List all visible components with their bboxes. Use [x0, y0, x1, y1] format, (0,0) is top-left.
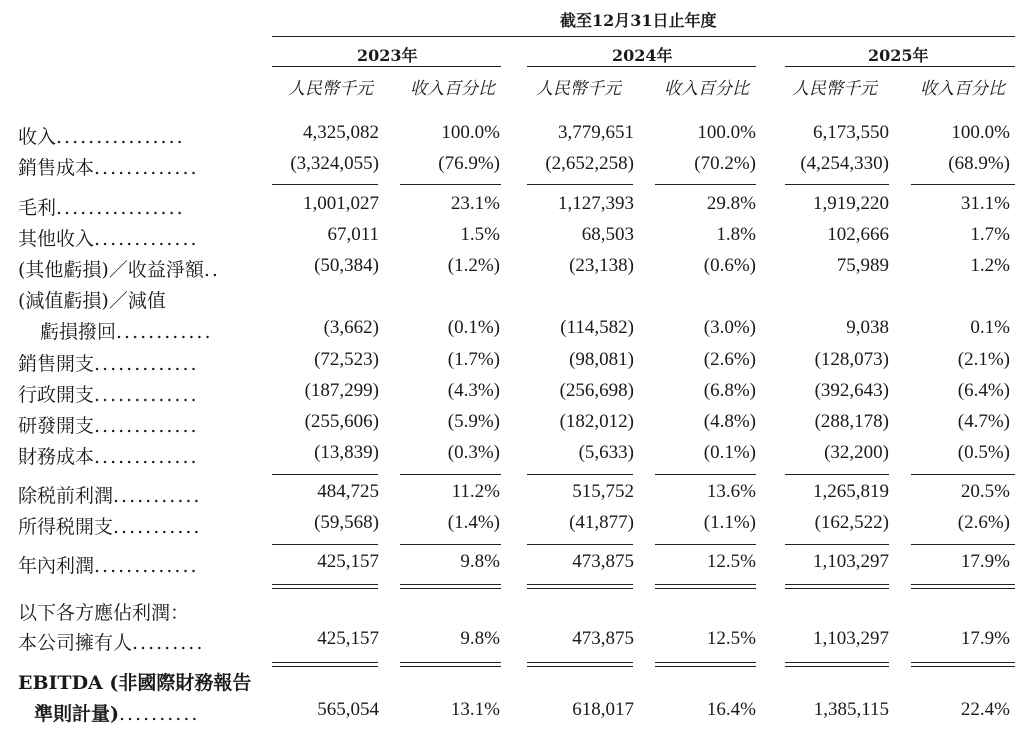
amount-cell: (50,384) [314, 255, 379, 276]
subtotal-rule [911, 474, 1015, 475]
percent-cell: 100.0% [951, 122, 1010, 143]
row-label [18, 193, 185, 220]
row-label [18, 551, 199, 578]
unit-percent-2025: 收入百分比 [920, 79, 1005, 99]
amount-cell: (256,698) [559, 380, 634, 401]
amount-cell: (128,073) [814, 349, 889, 370]
percent-cell: 13.6% [706, 481, 756, 502]
amount-cell: (59,568) [314, 512, 379, 533]
subtotal-rule [272, 184, 378, 185]
percent-cell: (2.6%) [957, 512, 1010, 533]
total-double-rule [911, 584, 1015, 589]
amount-cell: 1,265,819 [813, 481, 889, 502]
header-rule [272, 36, 1015, 37]
row-label-text: 銷售成本 [18, 157, 95, 179]
amount-cell: 75,989 [836, 255, 889, 276]
unit-amount-2025: 人民幣千元 [792, 79, 877, 99]
amount-cell: 618,017 [572, 699, 634, 720]
percent-cell: 1.2% [970, 255, 1010, 276]
amount-cell: (3,324,055) [290, 153, 379, 174]
row-label [18, 512, 201, 539]
row-label-text: 其他收入 [18, 228, 95, 250]
row-leader-dots: ................ [56, 197, 185, 219]
amount-cell: (98,081) [569, 349, 634, 370]
total-double-rule [655, 584, 756, 589]
row-label-text: EBITDA (非國際財務報告 [18, 672, 252, 694]
amount-cell: 1,127,393 [558, 193, 634, 214]
amount-cell: 473,875 [572, 628, 634, 649]
percent-cell: (0.6%) [703, 255, 756, 276]
percent-cell: 0.1% [970, 317, 1010, 338]
row-leader-dots: ............. [94, 415, 199, 437]
percent-cell: (68.9%) [948, 153, 1010, 174]
subtotal-rule [785, 474, 889, 475]
total-double-rule [785, 584, 889, 589]
percent-cell: 1.8% [716, 224, 756, 245]
percent-cell: 17.9% [960, 551, 1010, 572]
total-double-rule [911, 662, 1015, 667]
row-label-text: (其他虧損)／收益淨額 [18, 259, 204, 281]
row-label-text: 年內利潤 [18, 555, 95, 577]
percent-cell: (6.8%) [703, 380, 756, 401]
percent-cell: 11.2% [451, 481, 500, 502]
subtotal-rule [400, 474, 501, 475]
percent-cell: 22.4% [960, 699, 1010, 720]
amount-cell: 67,011 [327, 224, 379, 245]
row-label-text: 財務成本 [18, 446, 95, 468]
percent-cell: 1.5% [460, 224, 500, 245]
year-2023-rule [272, 66, 501, 67]
amount-cell: (288,178) [814, 411, 889, 432]
percent-cell: 100.0% [441, 122, 500, 143]
percent-cell: (4.3%) [447, 380, 500, 401]
year-2025-header: 2025年 [868, 46, 929, 65]
row-leader-dots: ............. [94, 353, 199, 375]
amount-cell: 1,103,297 [813, 628, 889, 649]
unit-amount-2023: 人民幣千元 [288, 79, 373, 99]
amount-cell: 1,103,297 [813, 551, 889, 572]
row-label-text: 所得税開支 [18, 516, 114, 538]
percent-cell: (76.9%) [438, 153, 500, 174]
row-label-text: 銷售開支 [18, 353, 95, 375]
row-label [18, 380, 199, 407]
amount-cell: (187,299) [304, 380, 379, 401]
row-label [18, 224, 199, 251]
percent-cell: (1.1%) [703, 512, 756, 533]
amount-cell: 1,001,027 [303, 193, 379, 214]
amount-cell: 68,503 [581, 224, 634, 245]
row-label [18, 286, 166, 313]
percent-cell: (2.1%) [957, 349, 1010, 370]
row-leader-dots: ............. [94, 228, 199, 250]
row-label-text: 準則計量) [34, 703, 119, 725]
percent-cell: 20.5% [960, 481, 1010, 502]
amount-cell: 473,875 [572, 551, 634, 572]
amount-cell: (114,582) [560, 317, 634, 338]
row-label [40, 317, 213, 344]
subtotal-rule [655, 184, 756, 185]
row-label [18, 628, 204, 655]
amount-cell: 425,157 [317, 628, 379, 649]
subtotal-rule [272, 544, 378, 545]
subtotal-rule [655, 544, 756, 545]
row-label-text: 行政開支 [18, 384, 95, 406]
percent-cell: (70.2%) [694, 153, 756, 174]
amount-cell: 102,666 [827, 224, 889, 245]
row-label [18, 442, 199, 469]
subtotal-rule [785, 184, 889, 185]
total-double-rule [655, 662, 756, 667]
amount-cell: 484,725 [317, 481, 379, 502]
subtotal-rule [272, 474, 378, 475]
percent-cell: 9.8% [460, 628, 500, 649]
percent-cell: (2.6%) [703, 349, 756, 370]
percent-cell: 12.5% [706, 551, 756, 572]
percent-cell: 29.8% [706, 193, 756, 214]
amount-cell: (182,012) [559, 411, 634, 432]
row-label-text: 本公司擁有人 [18, 632, 133, 654]
year-2024-header: 2024年 [612, 46, 673, 65]
row-leader-dots: ................ [56, 126, 185, 148]
subtotal-rule [527, 544, 633, 545]
row-label-text: 除税前利潤 [18, 485, 114, 507]
amount-cell: (32,200) [824, 442, 889, 463]
percent-cell: (0.1%) [447, 317, 500, 338]
subtotal-rule [911, 184, 1015, 185]
percent-cell: 23.1% [450, 193, 500, 214]
unit-percent-2023: 收入百分比 [410, 79, 495, 99]
percent-cell: (0.1%) [703, 442, 756, 463]
subtotal-rule [911, 544, 1015, 545]
amount-cell: 3,779,651 [558, 122, 634, 143]
percent-cell: 1.7% [970, 224, 1010, 245]
amount-cell: (4,254,330) [800, 153, 889, 174]
year-2024-rule [527, 66, 756, 67]
amount-cell: (2,652,258) [545, 153, 634, 174]
total-double-rule [785, 662, 889, 667]
percent-cell: (3.0%) [703, 317, 756, 338]
amount-cell: (392,643) [814, 380, 889, 401]
total-double-rule [400, 662, 501, 667]
percent-cell: (4.7%) [957, 411, 1010, 432]
amount-cell: 1,919,220 [813, 193, 889, 214]
row-label [18, 255, 220, 282]
row-label [18, 122, 185, 149]
amount-cell: 6,173,550 [813, 122, 889, 143]
row-leader-dots: .. [203, 259, 220, 281]
percent-cell: (1.2%) [447, 255, 500, 276]
percent-cell: 100.0% [697, 122, 756, 143]
percent-cell: 9.8% [460, 551, 500, 572]
unit-percent-2024: 收入百分比 [664, 79, 749, 99]
unit-amount-2024: 人民幣千元 [536, 79, 621, 99]
amount-cell: 565,054 [317, 699, 379, 720]
row-leader-dots: ........... [113, 485, 202, 507]
subtotal-rule [655, 474, 756, 475]
percent-cell: (0.5%) [957, 442, 1010, 463]
subtotal-rule [400, 544, 501, 545]
row-label-text: (減值虧損)／減值 [18, 290, 166, 312]
row-label-text: 以下各方應佔利潤： [18, 602, 190, 624]
amount-cell: 4,325,082 [303, 122, 379, 143]
row-leader-dots: ......... [132, 632, 205, 654]
total-double-rule [400, 584, 501, 589]
percent-cell: 17.9% [960, 628, 1010, 649]
total-double-rule [272, 662, 378, 667]
row-leader-dots: ............. [94, 384, 199, 406]
percent-cell: (4.8%) [703, 411, 756, 432]
percent-cell: 31.1% [960, 193, 1010, 214]
amount-cell: 515,752 [572, 481, 634, 502]
row-leader-dots: .......... [119, 703, 200, 725]
subtotal-rule [527, 474, 633, 475]
percent-cell: (6.4%) [957, 380, 1010, 401]
row-leader-dots: ............. [94, 446, 199, 468]
row-label-text: 研發開支 [18, 415, 95, 437]
amount-cell: (255,606) [304, 411, 379, 432]
total-double-rule [272, 584, 378, 589]
row-label-text: 收入 [18, 126, 57, 148]
row-label [18, 598, 189, 625]
percent-cell: (0.3%) [447, 442, 500, 463]
row-label [34, 699, 199, 726]
amount-cell: (3,662) [323, 317, 379, 338]
amount-cell: 425,157 [317, 551, 379, 572]
period-title: 截至12月31日止年度 [560, 11, 717, 30]
percent-cell: (1.4%) [447, 512, 500, 533]
subtotal-rule [400, 184, 501, 185]
row-leader-dots: ............. [94, 157, 199, 179]
row-label [18, 349, 199, 376]
percent-cell: 13.1% [450, 699, 500, 720]
year-2023-header: 2023年 [357, 46, 418, 65]
amount-cell: (72,523) [314, 349, 379, 370]
amount-cell: (162,522) [814, 512, 889, 533]
subtotal-rule [527, 184, 633, 185]
percent-cell: 16.4% [706, 699, 756, 720]
amount-cell: (5,633) [578, 442, 634, 463]
row-label [18, 668, 251, 695]
row-label [18, 411, 199, 438]
row-label-text: 虧損撥回 [40, 321, 117, 343]
amount-cell: 9,038 [846, 317, 889, 338]
total-double-rule [527, 584, 633, 589]
amount-cell: (41,877) [569, 512, 634, 533]
percent-cell: 12.5% [706, 628, 756, 649]
amount-cell: 1,385,115 [813, 699, 889, 720]
amount-cell: (13,839) [314, 442, 379, 463]
row-leader-dots: ........... [113, 516, 202, 538]
row-leader-dots: ............ [116, 321, 213, 343]
total-double-rule [527, 662, 633, 667]
row-label-text: 毛利 [18, 197, 57, 219]
percent-cell: (5.9%) [447, 411, 500, 432]
year-2025-rule [785, 66, 1015, 67]
row-label [18, 153, 199, 180]
row-leader-dots: ............. [94, 555, 199, 577]
amount-cell: (23,138) [569, 255, 634, 276]
row-label [18, 481, 201, 508]
percent-cell: (1.7%) [447, 349, 500, 370]
subtotal-rule [785, 544, 889, 545]
